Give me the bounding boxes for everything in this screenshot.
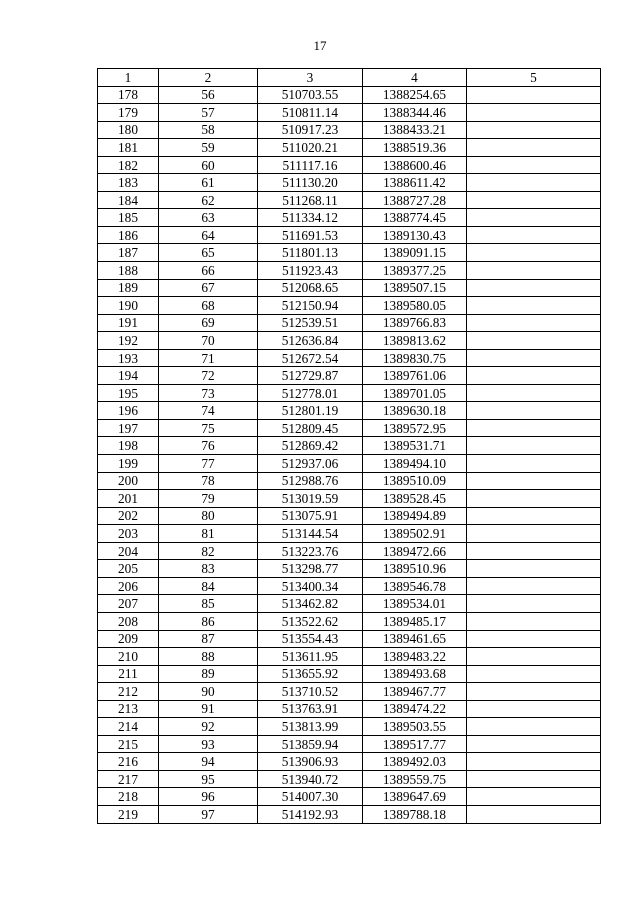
table-cell: 70	[159, 332, 258, 350]
table-cell: 513144.54	[258, 525, 363, 543]
table-cell	[467, 577, 601, 595]
table-cell: 1389510.09	[363, 472, 467, 490]
table-cell: 210	[98, 648, 159, 666]
table-row	[98, 86, 601, 104]
table-cell: 511020.21	[258, 139, 363, 157]
table-row	[98, 262, 601, 280]
table-row	[98, 279, 601, 297]
table-cell: 193	[98, 349, 159, 367]
table-cell	[467, 525, 601, 543]
table-row	[98, 244, 601, 262]
table-cell: 81	[159, 525, 258, 543]
table-cell: 64	[159, 226, 258, 244]
table-row	[98, 577, 601, 595]
table-cell: 206	[98, 577, 159, 595]
table-header-row	[98, 69, 601, 87]
table-cell: 90	[159, 683, 258, 701]
table-cell: 189	[98, 279, 159, 297]
table-row	[98, 104, 601, 122]
table-cell	[467, 648, 601, 666]
table-cell: 1389559.75	[363, 770, 467, 788]
table-cell: 1389472.66	[363, 542, 467, 560]
table-cell: 1389531.71	[363, 437, 467, 455]
table-cell: 513813.99	[258, 718, 363, 736]
table-cell: 513223.76	[258, 542, 363, 560]
table-cell	[467, 244, 601, 262]
table-row	[98, 139, 601, 157]
table-cell: 76	[159, 437, 258, 455]
table-cell: 512068.65	[258, 279, 363, 297]
table-row	[98, 525, 601, 543]
table-cell: 79	[159, 490, 258, 508]
table-cell	[467, 788, 601, 806]
table-cell: 1388611.42	[363, 174, 467, 192]
table-cell	[467, 630, 601, 648]
table-cell: 512672.54	[258, 349, 363, 367]
table-cell	[467, 226, 601, 244]
table-row	[98, 297, 601, 315]
table-cell: 63	[159, 209, 258, 227]
table-cell	[467, 279, 601, 297]
table-cell: 512988.76	[258, 472, 363, 490]
table-cell: 1389766.83	[363, 314, 467, 332]
table-row	[98, 630, 601, 648]
table-cell: 513400.34	[258, 577, 363, 595]
table-cell	[467, 174, 601, 192]
table-row	[98, 367, 601, 385]
column-header: 4	[363, 69, 467, 87]
table-cell: 1389494.89	[363, 507, 467, 525]
table-cell	[467, 349, 601, 367]
table-cell: 84	[159, 577, 258, 595]
table-cell: 1389534.01	[363, 595, 467, 613]
table-cell: 510917.23	[258, 121, 363, 139]
table-row	[98, 700, 601, 718]
table-cell: 1388519.36	[363, 139, 467, 157]
table-cell	[467, 332, 601, 350]
table-cell	[467, 297, 601, 315]
table-cell	[467, 770, 601, 788]
table-cell: 1389483.22	[363, 648, 467, 666]
table-cell: 217	[98, 770, 159, 788]
table-row	[98, 419, 601, 437]
table-cell: 513019.59	[258, 490, 363, 508]
table-row	[98, 226, 601, 244]
table-cell: 513554.43	[258, 630, 363, 648]
table-cell: 1389630.18	[363, 402, 467, 420]
table-cell	[467, 753, 601, 771]
table-cell	[467, 700, 601, 718]
table-cell: 198	[98, 437, 159, 455]
table-cell	[467, 735, 601, 753]
column-header: 2	[159, 69, 258, 87]
column-header: 5	[467, 69, 601, 87]
table-cell: 1388433.21	[363, 121, 467, 139]
page-number: 17	[313, 38, 327, 53]
table-cell: 180	[98, 121, 159, 139]
table-cell: 1389788.18	[363, 805, 467, 823]
table-cell	[467, 419, 601, 437]
table-cell: 78	[159, 472, 258, 490]
table-row	[98, 384, 601, 402]
table-cell: 1389492.03	[363, 753, 467, 771]
table-cell	[467, 595, 601, 613]
table-row	[98, 595, 601, 613]
table-cell: 1389813.62	[363, 332, 467, 350]
table-cell: 196	[98, 402, 159, 420]
table-cell: 188	[98, 262, 159, 280]
table-row	[98, 753, 601, 771]
table-cell: 72	[159, 367, 258, 385]
table-cell	[467, 191, 601, 209]
table-cell	[467, 507, 601, 525]
table-cell: 204	[98, 542, 159, 560]
table-row	[98, 402, 601, 420]
table-cell: 1388727.28	[363, 191, 467, 209]
table-row	[98, 805, 601, 823]
table-cell: 195	[98, 384, 159, 402]
table-cell: 514007.30	[258, 788, 363, 806]
table-cell: 1388254.65	[363, 86, 467, 104]
table-row	[98, 174, 601, 192]
table-cell: 213	[98, 700, 159, 718]
table-cell: 187	[98, 244, 159, 262]
table-cell: 511130.20	[258, 174, 363, 192]
table-cell: 92	[159, 718, 258, 736]
table-row	[98, 770, 601, 788]
table-body	[98, 86, 601, 823]
table-cell: 178	[98, 86, 159, 104]
table-cell: 94	[159, 753, 258, 771]
table-cell: 513940.72	[258, 770, 363, 788]
table-cell	[467, 718, 601, 736]
table-cell: 218	[98, 788, 159, 806]
table-cell	[467, 490, 601, 508]
table-cell: 512539.51	[258, 314, 363, 332]
column-header: 1	[98, 69, 159, 87]
table-cell	[467, 384, 601, 402]
table-cell: 1389510.96	[363, 560, 467, 578]
table-cell: 73	[159, 384, 258, 402]
table-cell: 511268.11	[258, 191, 363, 209]
table-cell: 1389502.91	[363, 525, 467, 543]
table-cell: 1389493.68	[363, 665, 467, 683]
table-cell: 219	[98, 805, 159, 823]
table-row	[98, 349, 601, 367]
table-cell: 183	[98, 174, 159, 192]
table-row	[98, 156, 601, 174]
table-cell: 212	[98, 683, 159, 701]
table-cell	[467, 402, 601, 420]
table-cell: 57	[159, 104, 258, 122]
table-cell: 1389528.45	[363, 490, 467, 508]
table-cell: 61	[159, 174, 258, 192]
table-row	[98, 332, 601, 350]
table-cell: 202	[98, 507, 159, 525]
table-row	[98, 718, 601, 736]
table-cell: 68	[159, 297, 258, 315]
table-cell	[467, 542, 601, 560]
table-cell: 512869.42	[258, 437, 363, 455]
table-row	[98, 542, 601, 560]
table-cell	[467, 314, 601, 332]
table-cell	[467, 262, 601, 280]
table-cell	[467, 156, 601, 174]
table-cell: 1389647.69	[363, 788, 467, 806]
table-cell: 513462.82	[258, 595, 363, 613]
table-cell: 512636.84	[258, 332, 363, 350]
table-cell: 513710.52	[258, 683, 363, 701]
table-cell: 1388600.46	[363, 156, 467, 174]
table-cell: 77	[159, 455, 258, 473]
table-cell	[467, 805, 601, 823]
table-cell: 1389494.10	[363, 455, 467, 473]
table-cell: 512150.94	[258, 297, 363, 315]
table-cell	[467, 437, 601, 455]
table-row	[98, 735, 601, 753]
table-cell: 511691.53	[258, 226, 363, 244]
table-cell: 66	[159, 262, 258, 280]
table-cell	[467, 560, 601, 578]
table-cell	[467, 104, 601, 122]
table-cell: 56	[159, 86, 258, 104]
table-row	[98, 788, 601, 806]
table-row	[98, 648, 601, 666]
table-cell	[467, 472, 601, 490]
table-cell: 86	[159, 612, 258, 630]
table-cell	[467, 121, 601, 139]
table-cell: 191	[98, 314, 159, 332]
table-cell: 208	[98, 612, 159, 630]
table-cell	[467, 86, 601, 104]
table-row	[98, 121, 601, 139]
table-cell: 1389130.43	[363, 226, 467, 244]
table-row	[98, 560, 601, 578]
table-cell: 184	[98, 191, 159, 209]
table-cell	[467, 367, 601, 385]
table-row	[98, 507, 601, 525]
table-cell: 511117.16	[258, 156, 363, 174]
table-cell: 82	[159, 542, 258, 560]
table-cell: 510811.14	[258, 104, 363, 122]
table-cell: 512778.01	[258, 384, 363, 402]
table-cell: 65	[159, 244, 258, 262]
table-cell: 1389761.06	[363, 367, 467, 385]
table-cell: 209	[98, 630, 159, 648]
table-cell: 513655.92	[258, 665, 363, 683]
table-cell: 186	[98, 226, 159, 244]
table-cell: 1389485.17	[363, 612, 467, 630]
table-cell: 512729.87	[258, 367, 363, 385]
table-cell	[467, 683, 601, 701]
table-row	[98, 455, 601, 473]
table-cell: 1389580.05	[363, 297, 467, 315]
table-cell: 201	[98, 490, 159, 508]
table-cell: 199	[98, 455, 159, 473]
table-cell: 59	[159, 139, 258, 157]
table-cell: 1389830.75	[363, 349, 467, 367]
table-cell: 74	[159, 402, 258, 420]
table-row	[98, 665, 601, 683]
table-cell: 1389461.65	[363, 630, 467, 648]
table-cell: 203	[98, 525, 159, 543]
table-cell: 181	[98, 139, 159, 157]
table-cell: 190	[98, 297, 159, 315]
table-cell	[467, 209, 601, 227]
table-cell: 513859.94	[258, 735, 363, 753]
table-cell: 179	[98, 104, 159, 122]
table-cell: 513763.91	[258, 700, 363, 718]
table-cell: 510703.55	[258, 86, 363, 104]
table-cell: 1389474.22	[363, 700, 467, 718]
table-cell: 512809.45	[258, 419, 363, 437]
table-cell: 512937.06	[258, 455, 363, 473]
table-cell: 67	[159, 279, 258, 297]
table-cell: 62	[159, 191, 258, 209]
table-cell: 58	[159, 121, 258, 139]
table-row	[98, 490, 601, 508]
table-cell: 89	[159, 665, 258, 683]
table-cell: 1389377.25	[363, 262, 467, 280]
table-cell: 85	[159, 595, 258, 613]
table-cell: 88	[159, 648, 258, 666]
table-cell: 185	[98, 209, 159, 227]
table-row	[98, 472, 601, 490]
table-cell: 511334.12	[258, 209, 363, 227]
table-cell: 71	[159, 349, 258, 367]
table-cell: 211	[98, 665, 159, 683]
table-cell: 96	[159, 788, 258, 806]
table-cell: 87	[159, 630, 258, 648]
table-cell: 512801.19	[258, 402, 363, 420]
table-row	[98, 683, 601, 701]
table-cell: 60	[159, 156, 258, 174]
table-row	[98, 612, 601, 630]
table-cell: 91	[159, 700, 258, 718]
table-cell: 80	[159, 507, 258, 525]
table-cell: 205	[98, 560, 159, 578]
table-cell: 214	[98, 718, 159, 736]
table-cell	[467, 139, 601, 157]
table-cell: 83	[159, 560, 258, 578]
table-cell: 75	[159, 419, 258, 437]
table-cell: 511923.43	[258, 262, 363, 280]
table-cell: 215	[98, 735, 159, 753]
table-cell: 97	[159, 805, 258, 823]
table-cell: 182	[98, 156, 159, 174]
table-cell: 1389503.55	[363, 718, 467, 736]
table-cell: 513611.95	[258, 648, 363, 666]
table-row	[98, 209, 601, 227]
table-cell	[467, 665, 601, 683]
table-cell: 216	[98, 753, 159, 771]
table-cell: 197	[98, 419, 159, 437]
table-cell: 513906.93	[258, 753, 363, 771]
table-cell: 1388344.46	[363, 104, 467, 122]
column-header: 3	[258, 69, 363, 87]
table-cell: 1389507.15	[363, 279, 467, 297]
table-cell: 192	[98, 332, 159, 350]
table-cell: 69	[159, 314, 258, 332]
table-cell: 1389091.15	[363, 244, 467, 262]
coordinates-table	[97, 68, 601, 824]
table-cell: 1389701.05	[363, 384, 467, 402]
table-cell: 1389572.95	[363, 419, 467, 437]
table-row	[98, 314, 601, 332]
table-cell	[467, 612, 601, 630]
table-cell: 513075.91	[258, 507, 363, 525]
table-cell: 93	[159, 735, 258, 753]
table-cell: 207	[98, 595, 159, 613]
table-cell: 513298.77	[258, 560, 363, 578]
table-row	[98, 437, 601, 455]
table-cell: 194	[98, 367, 159, 385]
table-cell: 200	[98, 472, 159, 490]
table-cell: 1389546.78	[363, 577, 467, 595]
table-cell: 514192.93	[258, 805, 363, 823]
table-cell: 513522.62	[258, 612, 363, 630]
table-cell: 1389467.77	[363, 683, 467, 701]
table-cell: 1388774.45	[363, 209, 467, 227]
table-cell: 95	[159, 770, 258, 788]
table-cell	[467, 455, 601, 473]
table-cell: 1389517.77	[363, 735, 467, 753]
table-row	[98, 191, 601, 209]
table-cell: 511801.13	[258, 244, 363, 262]
